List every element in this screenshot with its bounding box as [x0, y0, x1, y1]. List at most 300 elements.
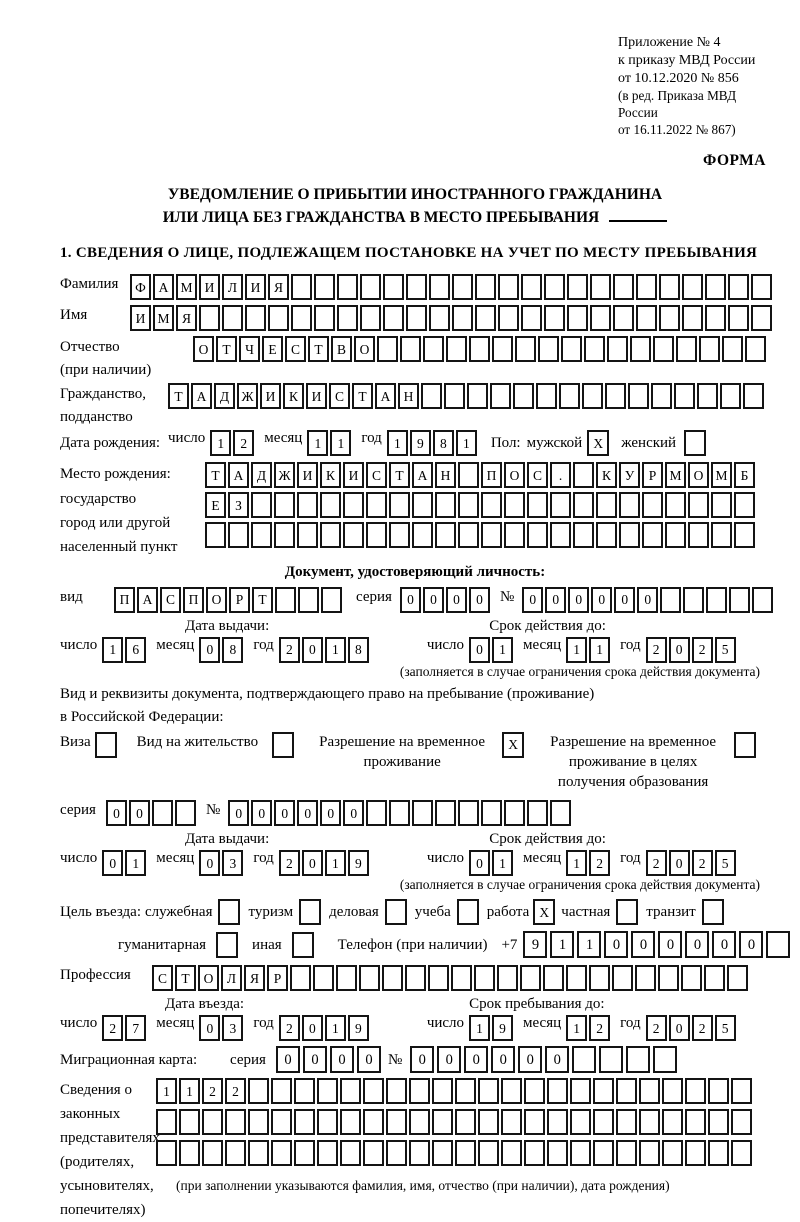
char-box[interactable]: 0 — [423, 587, 444, 613]
stay-issue-month-input[interactable] — [199, 850, 245, 876]
char-box[interactable]: 0 — [685, 931, 709, 958]
char-box[interactable]: 7 — [125, 1015, 146, 1041]
char-box[interactable] — [544, 274, 565, 300]
char-box[interactable]: 0 — [614, 587, 635, 613]
char-box[interactable]: 0 — [410, 1046, 434, 1073]
doc-series-input[interactable] — [400, 587, 492, 613]
char-box[interactable]: 1 — [456, 430, 477, 456]
stay-issue-year-input[interactable] — [279, 850, 371, 876]
char-box[interactable]: 2 — [279, 1015, 300, 1041]
char-box[interactable]: 1 — [387, 430, 408, 456]
char-box[interactable]: 0 — [522, 587, 543, 613]
char-box[interactable] — [665, 522, 686, 548]
char-box[interactable] — [458, 522, 479, 548]
char-box[interactable] — [682, 274, 703, 300]
char-box[interactable] — [294, 1109, 315, 1135]
char-box[interactable] — [314, 305, 335, 331]
char-box[interactable]: 0 — [446, 587, 467, 613]
char-box[interactable] — [605, 383, 626, 409]
char-box[interactable]: . — [550, 462, 571, 488]
char-box[interactable] — [566, 965, 587, 991]
char-box[interactable] — [524, 1078, 545, 1104]
doc-issue-day-input[interactable] — [102, 637, 148, 663]
char-box[interactable]: Р — [642, 462, 663, 488]
char-box[interactable] — [317, 1078, 338, 1104]
char-box[interactable] — [582, 383, 603, 409]
char-box[interactable]: К — [320, 462, 341, 488]
char-box[interactable]: 0 — [102, 850, 123, 876]
char-box[interactable]: 9 — [410, 430, 431, 456]
char-box[interactable]: О — [504, 462, 525, 488]
birth-year-input[interactable] — [387, 430, 479, 456]
char-box[interactable] — [292, 932, 314, 958]
char-box[interactable]: 5 — [715, 850, 736, 876]
patronymic-input[interactable] — [193, 336, 768, 362]
char-box[interactable] — [708, 1109, 729, 1135]
char-box[interactable] — [751, 274, 772, 300]
char-box[interactable] — [297, 522, 318, 548]
char-box[interactable]: 2 — [225, 1078, 246, 1104]
char-box[interactable] — [446, 336, 467, 362]
char-box[interactable] — [590, 305, 611, 331]
char-box[interactable]: 1 — [577, 931, 601, 958]
stay-number-input[interactable] — [228, 800, 573, 826]
char-box[interactable]: Т — [168, 383, 189, 409]
char-box[interactable] — [317, 1109, 338, 1135]
char-box[interactable] — [628, 383, 649, 409]
char-box[interactable]: 1 — [492, 637, 513, 663]
char-box[interactable]: Е — [205, 492, 226, 518]
char-box[interactable] — [699, 336, 720, 362]
char-box[interactable] — [248, 1140, 269, 1166]
char-box[interactable]: 8 — [433, 430, 454, 456]
entry-day-input[interactable] — [102, 1015, 148, 1041]
char-box[interactable]: 2 — [279, 850, 300, 876]
char-box[interactable]: Н — [398, 383, 419, 409]
char-box[interactable] — [590, 274, 611, 300]
char-box[interactable] — [457, 899, 479, 925]
char-box[interactable]: У — [619, 462, 640, 488]
char-box[interactable] — [572, 1046, 596, 1073]
stay-series-input[interactable] — [106, 800, 198, 826]
stay-valid-day-input[interactable] — [469, 850, 515, 876]
char-box[interactable] — [550, 492, 571, 518]
char-box[interactable] — [222, 305, 243, 331]
char-box[interactable] — [599, 1046, 623, 1073]
char-box[interactable]: С — [160, 587, 181, 613]
char-box[interactable] — [662, 1140, 683, 1166]
char-box[interactable] — [406, 305, 427, 331]
char-box[interactable]: 2 — [202, 1078, 223, 1104]
char-box[interactable] — [752, 587, 773, 613]
char-box[interactable] — [536, 383, 557, 409]
char-box[interactable] — [271, 1078, 292, 1104]
char-box[interactable] — [366, 492, 387, 518]
char-box[interactable] — [321, 587, 342, 613]
char-box[interactable] — [458, 462, 479, 488]
char-box[interactable]: П — [114, 587, 135, 613]
char-box[interactable]: А — [191, 383, 212, 409]
stay-until-month-input[interactable] — [566, 1015, 612, 1041]
char-box[interactable] — [728, 274, 749, 300]
char-box[interactable] — [359, 965, 380, 991]
purpose-official-checkbox[interactable] — [218, 899, 242, 925]
char-box[interactable] — [635, 965, 656, 991]
char-box[interactable] — [697, 383, 718, 409]
char-box[interactable] — [521, 274, 542, 300]
char-box[interactable] — [653, 336, 674, 362]
char-box[interactable]: 1 — [469, 1015, 490, 1041]
char-box[interactable]: Т — [352, 383, 373, 409]
surname-input[interactable] — [130, 274, 774, 300]
char-box[interactable]: 1 — [325, 637, 346, 663]
char-box[interactable] — [444, 383, 465, 409]
char-box[interactable] — [475, 305, 496, 331]
char-box[interactable] — [711, 492, 732, 518]
char-box[interactable]: 2 — [102, 1015, 123, 1041]
char-box[interactable]: X — [502, 732, 524, 758]
char-box[interactable]: 1 — [125, 850, 146, 876]
char-box[interactable] — [298, 587, 319, 613]
char-box[interactable]: Д — [251, 462, 272, 488]
char-box[interactable] — [727, 965, 748, 991]
char-box[interactable] — [343, 522, 364, 548]
char-box[interactable] — [481, 800, 502, 826]
char-box[interactable] — [751, 305, 772, 331]
char-box[interactable] — [682, 305, 703, 331]
char-box[interactable] — [251, 492, 272, 518]
char-box[interactable]: 0 — [591, 587, 612, 613]
char-box[interactable]: 2 — [692, 637, 713, 663]
char-box[interactable] — [490, 383, 511, 409]
char-box[interactable] — [175, 800, 196, 826]
char-box[interactable]: Я — [176, 305, 197, 331]
char-box[interactable] — [513, 383, 534, 409]
char-box[interactable]: 2 — [589, 850, 610, 876]
char-box[interactable]: 0 — [464, 1046, 488, 1073]
char-box[interactable]: 0 — [437, 1046, 461, 1073]
char-box[interactable] — [156, 1140, 177, 1166]
char-box[interactable] — [313, 965, 334, 991]
char-box[interactable] — [543, 965, 564, 991]
char-box[interactable] — [216, 932, 238, 958]
char-box[interactable] — [421, 383, 442, 409]
char-box[interactable] — [248, 1109, 269, 1135]
char-box[interactable] — [504, 800, 525, 826]
char-box[interactable]: 1 — [179, 1078, 200, 1104]
char-box[interactable]: X — [533, 899, 555, 925]
char-box[interactable]: 0 — [251, 800, 272, 826]
char-box[interactable] — [547, 1078, 568, 1104]
char-box[interactable] — [478, 1140, 499, 1166]
entry-year-input[interactable] — [279, 1015, 371, 1041]
char-box[interactable]: 0 — [400, 587, 421, 613]
char-box[interactable]: 0 — [669, 850, 690, 876]
char-box[interactable]: Т — [205, 462, 226, 488]
char-box[interactable] — [432, 1078, 453, 1104]
stay-issue-day-input[interactable] — [102, 850, 148, 876]
char-box[interactable]: Л — [221, 965, 242, 991]
char-box[interactable] — [271, 1109, 292, 1135]
stay-until-day-input[interactable] — [469, 1015, 515, 1041]
char-box[interactable] — [340, 1140, 361, 1166]
char-box[interactable] — [658, 965, 679, 991]
char-box[interactable] — [366, 800, 387, 826]
char-box[interactable] — [451, 965, 472, 991]
char-box[interactable] — [685, 1078, 706, 1104]
char-box[interactable] — [218, 899, 240, 925]
char-box[interactable] — [538, 336, 559, 362]
char-box[interactable]: 5 — [715, 637, 736, 663]
char-box[interactable]: 9 — [348, 1015, 369, 1041]
char-box[interactable] — [179, 1140, 200, 1166]
char-box[interactable]: 0 — [491, 1046, 515, 1073]
char-box[interactable] — [474, 965, 495, 991]
char-box[interactable] — [156, 1109, 177, 1135]
char-box[interactable] — [274, 522, 295, 548]
char-box[interactable] — [705, 274, 726, 300]
char-box[interactable] — [409, 1109, 430, 1135]
entry-month-input[interactable] — [199, 1015, 245, 1041]
char-box[interactable] — [504, 522, 525, 548]
char-box[interactable]: 0 — [276, 1046, 300, 1073]
char-box[interactable]: Ж — [237, 383, 258, 409]
char-box[interactable] — [467, 383, 488, 409]
phone-input[interactable] — [523, 931, 793, 958]
char-box[interactable] — [639, 1140, 660, 1166]
representatives-row3-input[interactable] — [156, 1140, 754, 1166]
char-box[interactable] — [702, 899, 724, 925]
char-box[interactable] — [521, 305, 542, 331]
char-box[interactable]: 6 — [125, 637, 146, 663]
char-box[interactable] — [340, 1078, 361, 1104]
char-box[interactable] — [593, 1078, 614, 1104]
char-box[interactable] — [706, 587, 727, 613]
residence-permit-checkbox[interactable] — [272, 732, 296, 758]
char-box[interactable] — [662, 1109, 683, 1135]
birth-month-input[interactable] — [307, 430, 353, 456]
char-box[interactable] — [593, 1140, 614, 1166]
char-box[interactable] — [95, 732, 117, 758]
char-box[interactable] — [458, 800, 479, 826]
char-box[interactable]: 0 — [469, 587, 490, 613]
char-box[interactable] — [225, 1109, 246, 1135]
name-input[interactable] — [130, 305, 774, 331]
char-box[interactable] — [636, 274, 657, 300]
char-box[interactable]: И — [260, 383, 281, 409]
char-box[interactable] — [363, 1140, 384, 1166]
char-box[interactable] — [527, 492, 548, 518]
char-box[interactable] — [498, 274, 519, 300]
char-box[interactable] — [653, 1046, 677, 1073]
char-box[interactable] — [297, 492, 318, 518]
char-box[interactable] — [469, 336, 490, 362]
char-box[interactable] — [290, 965, 311, 991]
char-box[interactable]: 0 — [712, 931, 736, 958]
char-box[interactable]: 9 — [492, 1015, 513, 1041]
char-box[interactable] — [435, 492, 456, 518]
char-box[interactable] — [377, 336, 398, 362]
char-box[interactable] — [515, 336, 536, 362]
char-box[interactable]: 1 — [210, 430, 231, 456]
char-box[interactable] — [386, 1140, 407, 1166]
char-box[interactable] — [412, 800, 433, 826]
char-box[interactable]: 1 — [307, 430, 328, 456]
char-box[interactable]: А — [375, 383, 396, 409]
char-box[interactable] — [478, 1078, 499, 1104]
char-box[interactable] — [386, 1109, 407, 1135]
char-box[interactable]: 0 — [320, 800, 341, 826]
char-box[interactable]: 0 — [357, 1046, 381, 1073]
char-box[interactable]: 5 — [715, 1015, 736, 1041]
char-box[interactable] — [573, 522, 594, 548]
char-box[interactable] — [559, 383, 580, 409]
char-box[interactable]: 0 — [274, 800, 295, 826]
char-box[interactable] — [660, 587, 681, 613]
char-box[interactable]: С — [152, 965, 173, 991]
char-box[interactable] — [547, 1140, 568, 1166]
char-box[interactable] — [152, 800, 173, 826]
char-box[interactable] — [245, 305, 266, 331]
char-box[interactable] — [616, 1078, 637, 1104]
char-box[interactable]: М — [153, 305, 174, 331]
char-box[interactable] — [674, 383, 695, 409]
char-box[interactable]: 2 — [646, 850, 667, 876]
doc-valid-year-input[interactable] — [646, 637, 738, 663]
char-box[interactable]: 0 — [669, 637, 690, 663]
char-box[interactable] — [337, 305, 358, 331]
char-box[interactable] — [481, 492, 502, 518]
char-box[interactable] — [340, 1109, 361, 1135]
char-box[interactable] — [228, 522, 249, 548]
char-box[interactable]: И — [130, 305, 151, 331]
char-box[interactable]: К — [596, 462, 617, 488]
char-box[interactable] — [405, 965, 426, 991]
purpose-other-checkbox[interactable] — [292, 932, 316, 958]
char-box[interactable]: С — [329, 383, 350, 409]
char-box[interactable] — [636, 305, 657, 331]
char-box[interactable]: 1 — [102, 637, 123, 663]
char-box[interactable]: Я — [244, 965, 265, 991]
char-box[interactable] — [734, 522, 755, 548]
char-box[interactable] — [363, 1078, 384, 1104]
char-box[interactable]: А — [228, 462, 249, 488]
char-box[interactable] — [573, 462, 594, 488]
char-box[interactable] — [607, 336, 628, 362]
char-box[interactable]: С — [366, 462, 387, 488]
char-box[interactable]: Т — [389, 462, 410, 488]
char-box[interactable] — [385, 899, 407, 925]
profession-input[interactable] — [152, 965, 750, 991]
char-box[interactable] — [567, 274, 588, 300]
char-box[interactable]: А — [412, 462, 433, 488]
char-box[interactable] — [612, 965, 633, 991]
char-box[interactable] — [432, 1140, 453, 1166]
char-box[interactable] — [320, 522, 341, 548]
char-box[interactable]: 0 — [302, 637, 323, 663]
char-box[interactable]: И — [297, 462, 318, 488]
char-box[interactable] — [745, 336, 766, 362]
char-box[interactable] — [630, 336, 651, 362]
purpose-work-checkbox[interactable] — [533, 899, 557, 925]
char-box[interactable] — [363, 1109, 384, 1135]
char-box[interactable]: О — [206, 587, 227, 613]
char-box[interactable] — [497, 965, 518, 991]
char-box[interactable] — [524, 1109, 545, 1135]
migration-number-input[interactable] — [410, 1046, 680, 1073]
char-box[interactable]: Д — [214, 383, 235, 409]
char-box[interactable] — [619, 522, 640, 548]
char-box[interactable] — [492, 336, 513, 362]
char-box[interactable] — [268, 305, 289, 331]
char-box[interactable] — [389, 492, 410, 518]
representatives-row1-input[interactable] — [156, 1078, 754, 1104]
char-box[interactable] — [400, 336, 421, 362]
char-box[interactable] — [314, 274, 335, 300]
char-box[interactable]: Ж — [274, 462, 295, 488]
char-box[interactable]: 0 — [469, 637, 490, 663]
stay-valid-year-input[interactable] — [646, 850, 738, 876]
stay-valid-month-input[interactable] — [566, 850, 612, 876]
char-box[interactable] — [728, 305, 749, 331]
visa-checkbox[interactable] — [95, 732, 119, 758]
char-box[interactable] — [626, 1046, 650, 1073]
char-box[interactable] — [683, 587, 704, 613]
char-box[interactable] — [423, 336, 444, 362]
char-box[interactable] — [337, 274, 358, 300]
char-box[interactable] — [705, 305, 726, 331]
migration-series-input[interactable] — [276, 1046, 384, 1073]
char-box[interactable] — [291, 274, 312, 300]
char-box[interactable]: 3 — [222, 1015, 243, 1041]
char-box[interactable] — [504, 492, 525, 518]
char-box[interactable]: 0 — [518, 1046, 542, 1073]
char-box[interactable] — [452, 274, 473, 300]
char-box[interactable]: 1 — [330, 430, 351, 456]
char-box[interactable]: И — [343, 462, 364, 488]
char-box[interactable]: С — [527, 462, 548, 488]
birthplace-row1-input[interactable] — [205, 462, 757, 488]
char-box[interactable] — [274, 492, 295, 518]
char-box[interactable] — [475, 274, 496, 300]
char-box[interactable] — [429, 305, 450, 331]
char-box[interactable] — [409, 1078, 430, 1104]
char-box[interactable] — [383, 305, 404, 331]
char-box[interactable] — [272, 732, 294, 758]
char-box[interactable]: 0 — [568, 587, 589, 613]
char-box[interactable] — [743, 383, 764, 409]
doc-valid-month-input[interactable] — [566, 637, 612, 663]
char-box[interactable] — [294, 1140, 315, 1166]
char-box[interactable] — [688, 492, 709, 518]
char-box[interactable]: 0 — [330, 1046, 354, 1073]
char-box[interactable]: Б — [734, 462, 755, 488]
char-box[interactable] — [659, 305, 680, 331]
purpose-private-checkbox[interactable] — [616, 899, 640, 925]
birthplace-row3-input[interactable] — [205, 522, 757, 548]
purpose-humanitarian-checkbox[interactable] — [216, 932, 240, 958]
char-box[interactable] — [616, 899, 638, 925]
char-box[interactable] — [642, 492, 663, 518]
char-box[interactable] — [570, 1109, 591, 1135]
char-box[interactable]: 2 — [692, 1015, 713, 1041]
char-box[interactable]: З — [228, 492, 249, 518]
char-box[interactable] — [766, 931, 790, 958]
char-box[interactable] — [251, 522, 272, 548]
char-box[interactable] — [613, 305, 634, 331]
char-box[interactable] — [412, 492, 433, 518]
char-box[interactable]: Л — [222, 274, 243, 300]
